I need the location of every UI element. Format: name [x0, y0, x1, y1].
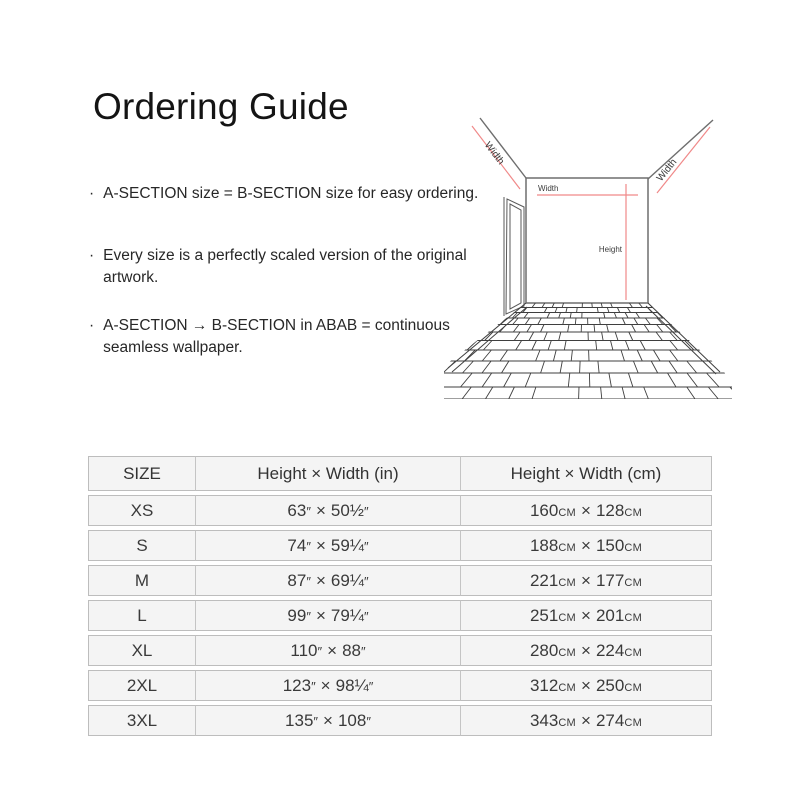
- cm-cell: 251CM × 201CM: [460, 600, 712, 631]
- size-label-cell: 3XL: [88, 705, 195, 736]
- cm-cell: 221CM × 177CM: [460, 565, 712, 596]
- room-perspective-illustration: [440, 95, 732, 401]
- size-label-cell: 2XL: [88, 670, 195, 701]
- size-row: [88, 635, 712, 666]
- floor-tiles: [440, 303, 732, 399]
- header-inches: Height × Width (in): [195, 456, 460, 491]
- height-back-label: Height: [598, 245, 622, 254]
- width-back-label: Width: [538, 184, 559, 193]
- guide-bullet-1: [89, 183, 493, 205]
- size-table: [88, 452, 712, 740]
- inches-cell: 99″ × 79¼″: [195, 600, 460, 631]
- bullet-marker: ·: [89, 247, 95, 264]
- inches-cell: 63″ × 50½″: [195, 495, 460, 526]
- ceiling-edges: [480, 118, 713, 179]
- size-label-cell: XL: [88, 635, 195, 666]
- size-table-body: [88, 495, 712, 736]
- cm-cell: 188CM × 150CM: [460, 530, 712, 561]
- size-label-cell: S: [88, 530, 195, 561]
- page-title: Ordering Guide: [93, 86, 349, 127]
- size-label-cell: XS: [88, 495, 195, 526]
- bullet-marker: ·: [89, 185, 95, 202]
- cm-cell: 280CM × 224CM: [460, 635, 712, 666]
- width-left-label: Width: [481, 139, 507, 167]
- door: [504, 197, 524, 316]
- inches-cell: 74″ × 59¼″: [195, 530, 460, 561]
- inches-cell: 110″ × 88″: [195, 635, 460, 666]
- size-row: [88, 495, 712, 526]
- header-size: SIZE: [88, 456, 195, 491]
- back-wall: [526, 178, 648, 303]
- cm-cell: 160CM × 128CM: [460, 495, 712, 526]
- inches-cell: 87″ × 69¼″: [195, 565, 460, 596]
- bullet-text: A-SECTION → B-SECTION in ABAB = continuous seamless wallpaper.: [103, 317, 450, 356]
- cm-cell: 312CM × 250CM: [460, 670, 712, 701]
- size-label-cell: M: [88, 565, 195, 596]
- inches-cell: 123″ × 98¼″: [195, 670, 460, 701]
- guide-bullet-3: [89, 315, 493, 359]
- size-row: [88, 670, 712, 701]
- size-row: [88, 600, 712, 631]
- width-right-label: Width: [654, 157, 680, 184]
- bullet-marker: ·: [89, 317, 95, 334]
- header-cm: Height × Width (cm): [460, 456, 712, 491]
- size-table-header: [88, 456, 712, 491]
- size-label-cell: L: [88, 600, 195, 631]
- measure-width-right: [654, 127, 710, 193]
- bullet-text: A-SECTION size = B-SECTION size for easy ordering.: [103, 185, 479, 202]
- cm-cell: 343CM × 274CM: [460, 705, 712, 736]
- header-row: [88, 456, 712, 491]
- size-row: [88, 705, 712, 736]
- guide-bullet-2: [89, 245, 493, 289]
- bullet-text: Every size is a perfectly scaled version of the original artwork.: [103, 247, 467, 286]
- size-row: [88, 565, 712, 596]
- inches-cell: 135″ × 108″: [195, 705, 460, 736]
- size-row: [88, 530, 712, 561]
